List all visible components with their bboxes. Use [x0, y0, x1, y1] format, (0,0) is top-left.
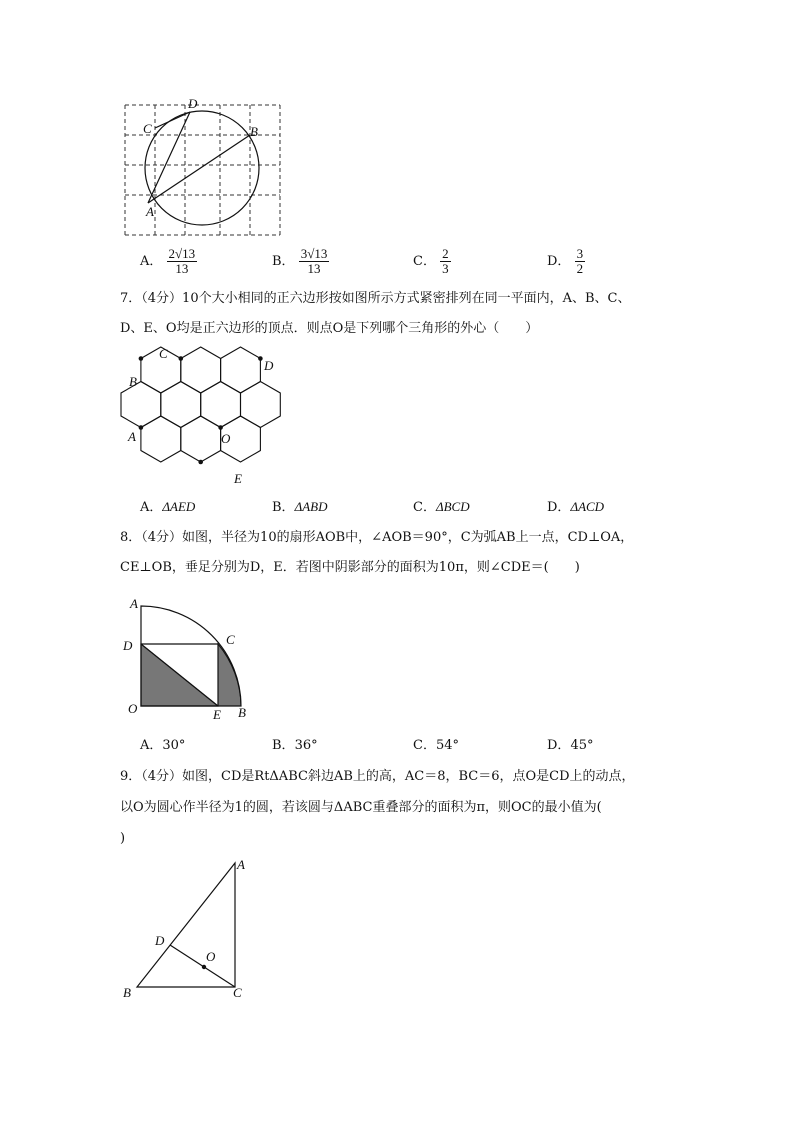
q9-stem-line3: ) — [120, 831, 126, 846]
dot-c — [179, 356, 184, 361]
q8-label-E: E — [213, 707, 221, 722]
q9-label-O: O — [206, 949, 216, 964]
hexagon-2 — [181, 347, 221, 393]
q8-label-A: A — [130, 596, 138, 611]
dot-o — [218, 425, 223, 430]
q6-option-a[interactable] — [140, 247, 197, 276]
q7-option-b[interactable] — [272, 499, 327, 516]
q9-figure — [115, 855, 265, 1005]
dot-a — [139, 425, 144, 430]
hexagon-6 — [201, 382, 241, 428]
q9-label-D: D — [155, 933, 165, 948]
q7-option-a[interactable] — [140, 499, 195, 516]
q8-shaded-segment — [218, 644, 241, 706]
option-letter: D． — [547, 738, 571, 753]
q6-figure — [110, 95, 295, 245]
option-letter: C． — [413, 254, 436, 269]
q7-label-B: B — [129, 374, 137, 389]
q7-figure — [112, 343, 292, 488]
q9-stem-line1: 9．（4分）如图，CD是RtΔABC斜边AB上的高，AC＝8，BC＝6，点O是CD上的动点， — [120, 769, 635, 784]
option-text: 54° — [435, 738, 459, 753]
fraction — [575, 247, 586, 276]
q8-label-D: D — [123, 638, 133, 653]
denominator: 13 — [307, 261, 321, 276]
q9-label-B: B — [123, 985, 131, 1000]
q8-option-a[interactable] — [140, 738, 185, 754]
q8-figure — [120, 592, 260, 727]
numerator: 2 — [442, 246, 449, 261]
q8-option-b[interactable] — [272, 738, 318, 754]
option-text: ΔBCD — [435, 499, 470, 514]
q8-stem-line2: CE⊥OB，垂足分别为D，E．若图中阴影部分的面积为10π，则∠CDE＝( ) — [120, 560, 580, 575]
q7-label-E: E — [234, 471, 242, 486]
dot-e — [198, 460, 203, 465]
q6-label-C: C — [143, 121, 152, 136]
q8-label-B: B — [238, 705, 246, 720]
q6-label-A: A — [146, 204, 154, 219]
option-letter: A． — [140, 500, 163, 515]
option-text: ΔAED — [162, 499, 196, 514]
q7-option-c[interactable] — [413, 499, 470, 516]
q6-option-d[interactable] — [547, 247, 585, 276]
option-text: ΔABD — [294, 499, 328, 514]
denominator: 13 — [175, 261, 189, 276]
q7-label-C: C — [159, 346, 168, 361]
dot-b — [139, 356, 144, 361]
hexagon-3 — [221, 347, 261, 393]
numerator: 2√13 — [168, 246, 196, 261]
q6-circle — [145, 111, 259, 225]
option-text: 45° — [570, 738, 594, 753]
option-letter: A． — [140, 738, 163, 753]
q8-label-C: C — [226, 632, 235, 647]
hexagon-7 — [241, 382, 281, 428]
fraction — [167, 247, 198, 276]
q8-label-O: O — [128, 701, 138, 716]
q9-triangle — [137, 863, 235, 987]
option-letter: B． — [272, 500, 295, 515]
option-letter: D． — [547, 500, 571, 515]
numerator: 3√13 — [300, 246, 328, 261]
q6-label-B: B — [250, 124, 258, 139]
denominator: 3 — [442, 261, 449, 276]
option-letter: C． — [413, 500, 436, 515]
option-letter: A． — [140, 254, 163, 269]
q7-hexagons — [121, 347, 280, 462]
q7-stem-line1: 7．（4分）10个大小相同的正六边形按如图所示方式紧密排列在同一平面内，A、B、C、 — [120, 291, 631, 306]
hexagon-8 — [141, 416, 181, 462]
dot-d — [258, 356, 263, 361]
q6-label-D: D — [188, 96, 198, 111]
q6-option-c[interactable] — [413, 247, 451, 276]
option-letter: B． — [272, 738, 295, 753]
hexagon-4 — [121, 382, 161, 428]
option-letter: C． — [413, 738, 436, 753]
option-text: ΔACD — [570, 499, 605, 514]
option-text: 36° — [294, 738, 318, 753]
hexagon-5 — [161, 382, 201, 428]
option-letter: B． — [272, 254, 295, 269]
q8-stem-line1: 8．（4分）如图，半径为10的扇形AOB中，∠AOB＝90°，C为弧AB上一点，CD⊥OA， — [120, 530, 634, 545]
q9-stem-line2: 以O为圆心作半径为1的圆，若该圆与ΔABC重叠部分的面积为π，则OC的最小值为( — [120, 800, 602, 815]
q8-option-c[interactable] — [413, 738, 459, 754]
q8-option-d[interactable] — [547, 738, 593, 754]
q7-label-O: O — [221, 431, 231, 446]
q7-label-A: A — [128, 429, 136, 444]
q7-stem-line2: D、E、O均是正六边形的顶点．则点O是下列哪个三角形的外心（ ） — [120, 321, 539, 336]
fraction — [299, 247, 330, 276]
option-text: 30° — [162, 738, 186, 753]
q9-label-C: C — [233, 985, 242, 1000]
hexagon-9 — [181, 416, 221, 462]
q6-option-b[interactable] — [272, 247, 329, 276]
denominator: 2 — [576, 261, 584, 276]
option-letter: D． — [547, 254, 571, 269]
q7-label-D: D — [264, 358, 274, 373]
q9-point-o — [202, 965, 206, 969]
q7-option-d[interactable] — [547, 499, 604, 516]
fraction — [440, 247, 451, 276]
q9-label-A: A — [237, 857, 245, 872]
numerator: 3 — [576, 246, 584, 261]
